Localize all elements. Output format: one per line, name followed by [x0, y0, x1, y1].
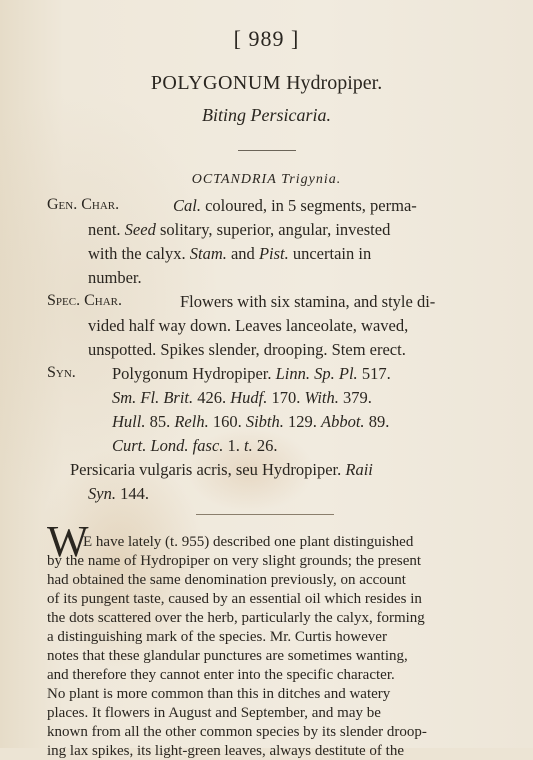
gen-char-term: Seed — [124, 220, 156, 239]
gen-char-line-3 — [88, 244, 371, 264]
body-line-5: the dots scattered over the herb, particularly the calyx, forming — [47, 610, 425, 626]
syn-text: 517. — [357, 364, 391, 383]
gen-char-text: with the calyx. — [88, 244, 190, 263]
syn-line-4 — [112, 436, 278, 456]
gen-char-term: Cal. — [173, 196, 201, 215]
classification — [0, 172, 533, 188]
gen-char-text: solitary, superior, angular, invested — [155, 220, 391, 239]
body-line-2: by the name of Hydropiper on very slight grounds; the present — [47, 553, 422, 569]
syn-text: 170. — [267, 388, 305, 407]
gen-char-text: nent. — [88, 220, 125, 239]
gen-char-line-1 — [173, 196, 417, 216]
syn-text: 1. — [223, 436, 245, 455]
body-line-10: places. It flowers in August and September, and may be — [47, 705, 381, 721]
syn-ref: With. — [304, 388, 339, 407]
spec-char-line-2: vided half way down. Leaves lanceolate, waved, — [88, 316, 409, 335]
syn-text: Polygonum Hydropiper. — [112, 364, 276, 383]
gen-char-term: Pist. — [258, 244, 289, 263]
gen-char-text: uncertain in — [288, 244, 372, 263]
syn-line-2 — [112, 388, 372, 408]
species-title — [0, 72, 533, 95]
syn-ref: Curt. Lond. fasc. — [112, 436, 224, 455]
syn-ref: Syn. — [88, 484, 116, 503]
body-line-11: known from all the other common species by its slender droop- — [47, 724, 427, 740]
gen-char-line-2 — [88, 220, 390, 240]
syn-ref: Raii — [345, 460, 373, 479]
species-name: Hydropiper. — [286, 72, 383, 94]
body-line-6: a distinguishing mark of the species. Mr. Curtis however — [47, 629, 387, 645]
syn-line-1 — [112, 364, 391, 384]
syn-ref: Hull. — [112, 412, 146, 431]
syn-line-6 — [88, 484, 149, 504]
gen-char-label: Gen. Char. — [47, 196, 120, 213]
linnaean-order: Trigynia. — [281, 172, 342, 187]
syn-ref: t. — [244, 436, 253, 455]
spec-char-line-1: Flowers with six stamina, and style di- — [180, 292, 436, 311]
genus-name: POLYGONUM — [150, 72, 282, 94]
common-name: Biting Persicaria. — [202, 105, 331, 125]
gen-char-text: and — [226, 244, 259, 263]
syn-ref: Abbot. — [321, 412, 365, 431]
syn-text: 160. — [208, 412, 246, 431]
syn-text: 426. — [193, 388, 231, 407]
body-line-8: and therefore they cannot enter into the specific character. — [47, 667, 395, 683]
drop-cap: W — [47, 517, 89, 566]
body-line-3: had obtained the same denomination previously, on account — [47, 572, 406, 588]
syn-ref: Relh. — [174, 412, 209, 431]
body-line-1: E have lately (t. 955) described one plant distinguished — [83, 534, 414, 550]
spec-char-label: Spec. Char. — [47, 292, 122, 309]
syn-text: 85. — [145, 412, 175, 431]
syn-text: 26. — [252, 436, 278, 455]
syn-text: 129. — [283, 412, 322, 431]
syn-text: Persicaria vulgaris acris, seu Hydropiper. — [70, 460, 346, 479]
syn-ref: Sibth. — [245, 412, 284, 431]
syn-text: 379. — [338, 388, 372, 407]
syn-ref: Hudf. — [230, 388, 268, 407]
syn-ref: Linn. Sp. Pl. — [275, 364, 358, 383]
syn-line-3 — [112, 412, 389, 432]
gen-char-term: Stam. — [189, 244, 227, 263]
body-line-9: No plant is more common than this in ditches and watery — [47, 686, 391, 702]
body-line-4: of its pungent taste, caused by an essential oil which resides in — [47, 591, 422, 607]
syn-text: 144. — [115, 484, 149, 503]
linnaean-class: OCTANDRIA — [191, 172, 277, 187]
gen-char-text: coloured, in 5 segments, perma- — [200, 196, 417, 215]
title-rule — [238, 150, 296, 151]
section-rule — [196, 514, 334, 515]
body-line-7: notes that these glandular punctures are sometimes wanting, — [47, 648, 408, 664]
page-number: [ 989 ] — [233, 26, 300, 51]
spec-char-line-3: unspotted. Spikes slender, drooping. Stem erect. — [88, 340, 406, 359]
syn-text: 89. — [364, 412, 390, 431]
gen-char-line-4: number. — [88, 268, 142, 287]
body-line-12: ing lax spikes, its light-green leaves, always destitute of the — [47, 743, 404, 759]
syn-label: Syn. — [47, 364, 76, 381]
syn-line-5 — [70, 460, 373, 480]
syn-ref: Sm. Fl. Brit. — [112, 388, 194, 407]
